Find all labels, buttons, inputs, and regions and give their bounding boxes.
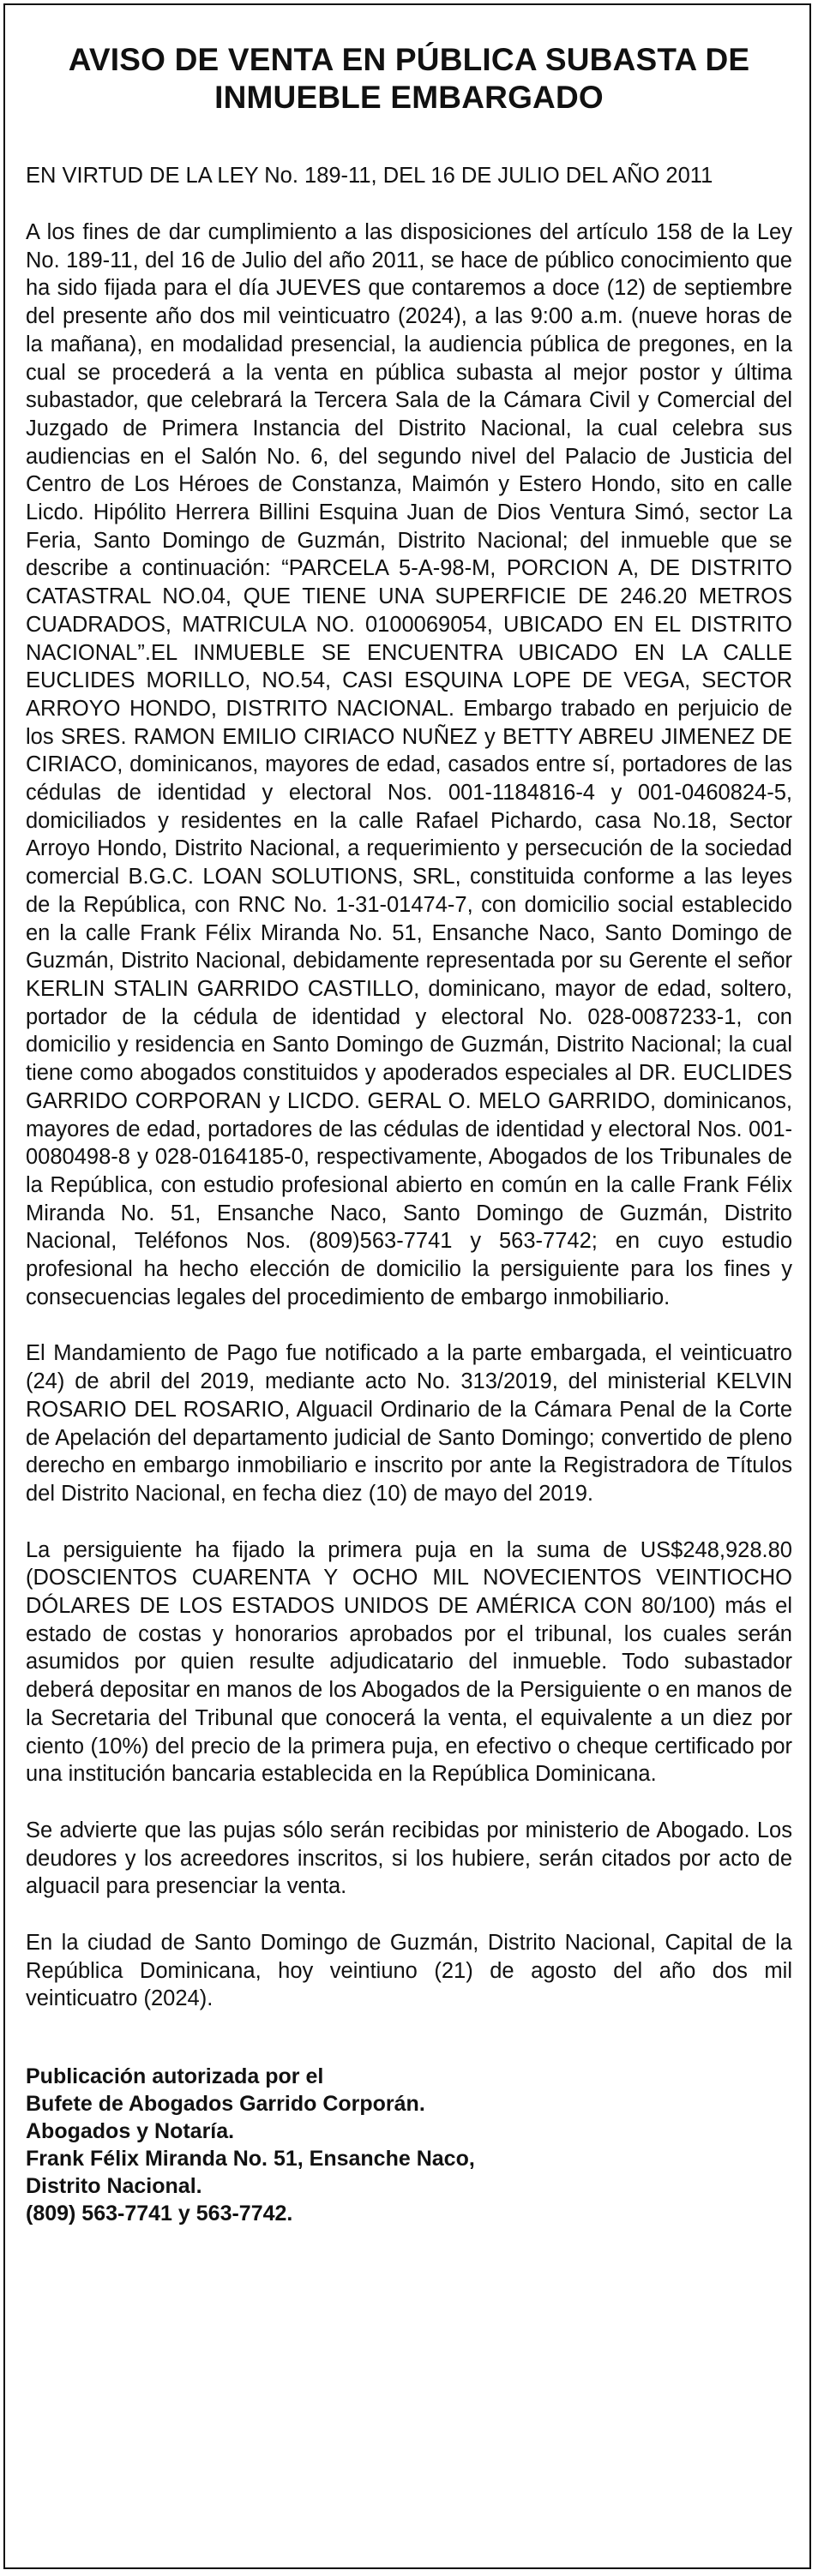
signature-line: Bufete de Abogados Garrido Corporán. [26,2092,425,2117]
signature-line: Publicación autorizada por el [26,2064,324,2089]
paragraph-first-bid: La persiguiente ha fijado la primera puja en la suma de US$248,928.80 (DOSCIENTOS CUARENTA Y OCHO MIL NOVECIENTOS VEINTIOCHO DÓLARES DE LOS ESTADOS UNIDOS DE AMÉRICA CON 80/100) más el estado de costas y honorarios aprobados por el tribunal, los cuales serán asumidos por quien resulte adjudicatario del inmueble. Todo subastador deberá depositar en manos de los Abogados de la Persiguiente o en manos de la Secretaria del Tribunal que conocerá la venta, el equivalente a un diez por ciento (10%) del precio de la primera puja, en efectivo o cheque certificado por una institución bancaria establecida en la República Dominicana. [26,1537,792,1787]
auction-notice [26,41,792,2227]
signature-line: (809) 563-7741 y 563-7742. [26,2202,293,2226]
signature-block [26,2063,792,2227]
notice-title [26,41,792,117]
signature-line: Abogados y Notaría. [26,2119,235,2144]
paragraph-bids-warning: Se advierte que las pujas sólo serán recibidas por ministerio de Abogado. Los deudores y los acreedores inscritos, si los hubiere, serán citados por acto de alguacil para presenciar la venta. [26,1818,792,1899]
paragraph-date-place: En la ciudad de Santo Domingo de Guzmán, Distrito Nacional, Capital de la República Dominicana, hoy veintiuno (21) de agosto del año dos mil veinticuatro (2024). [26,1931,792,2011]
paragraph-auction-details: A los fines de dar cumplimiento a las disposiciones del artículo 158 de la Ley No. 189-11, del 16 de Julio del año 2011, se hace de público conocimiento que ha sido fijada para el día JUEVES que contaremos a doce (12) de septiembre del presente año dos mil veinticuatro (2024), a las 9:00 a.m. (nueve horas de la mañana), en modalidad presencial, la audiencia pública de pregones, en la cual se procederá a la venta en pública subasta al mejor postor y última subastador, que celebrará la Tercera Sala de la Cámara Civil y Comercial del Juzgado de Primera Instancia del Distrito Nacional, la cual celebra sus audiencias en el Salón No. 6, del segundo nivel del Palacio de Justicia del Centro de Los Héroes de Constanza, Maimón y Estero Hondo, sito en calle Licdo. Hipólito Herrera Billini Esquina Juan de Dios Ventura Simó, sector La Feria, Santo Domingo de Guzmán, Distrito Nacional; del inmueble que se describe a continuación: “PARCELA 5-A-98-M, PORCION A, DE DISTRITO CATASTRAL NO.04, QUE TIENE UNA SUPERFICIE DE 246.20 METROS CUADRADOS, MATRICULA NO. 0100069054, UBICADO EN EL DISTRITO NACIONAL”.EL INMUEBLE SE ENCUENTRA UBICADO EN LA CALLE EUCLIDES MORILLO, NO.54, CASI ESQUINA LOPE DE VEGA, SECTOR ARROYO HONDO, DISTRITO NACIONAL. Embargo trabado en perjuicio de los SRES. RAMON EMILIO CIRIACO NUÑEZ y BETTY ABREU JIMENEZ DE CIRIACO, dominicanos, mayores de edad, casados entre sí, portadores de las cédulas de identidad y electoral Nos. 001-1184816-4 y 001-0460824-5, domiciliados y residentes en la calle Rafael Pichardo, casa No.18, Sector Arroyo Hondo, Distrito Nacional, a requerimiento y persecución de la sociedad comercial B.G.C. LOAN SOLUTIONS, SRL, constituida conforme a las leyes de la República, con RNC No. 1-31-01474-7, con domicilio social establecido en la calle Frank Félix Miranda No. 51, Ensanche Naco, Santo Domingo de Guzmán, Distrito Nacional, debidamente representada por su Gerente el señor KERLIN STALIN GARRIDO CASTILLO, dominicano, mayor de edad, soltero, portador de la cédula de identidad y electoral No. 028-0087233-1, con domicilio y residencia en Santo Domingo de Guzmán, Distrito Nacional; la cual tiene como abogados constituidos y apoderados especiales al DR. EUCLIDES GARRIDO CORPORAN y LICDO. GERAL O. MELO GARRIDO, dominicanos, mayores de edad, portadores de las cédulas de identidad y electoral Nos. 001-0080498-8 y 028-0164185-0, respectivamente, Abogados de los Tribunales de la República, con estudio profesional abierto en común en la calle Frank Félix Miranda No. 51, Ensanche Naco, Santo Domingo de Guzmán, Distrito Nacional, Teléfonos Nos. (809)563-7741 y 563-7742; en cuyo estudio profesional ha hecho elección de domicilio la persiguiente para los fines y consecuencias legales del procedimiento de embargo inmobiliario. [26,220,792,1309]
notice-title-line-2: INMUEBLE EMBARGADO [214,80,604,115]
notice-title-line-1: AVISO DE VENTA EN PÚBLICA SUBASTA DE [68,42,750,77]
law-reference: EN VIRTUD DE LA LEY No. 189-11, DEL 16 DE JULIO DEL AÑO 2011 [26,164,713,188]
signature-line: Distrito Nacional. [26,2174,202,2199]
signature-line: Frank Félix Miranda No. 51, Ensanche Naco, [26,2147,475,2172]
paragraph-payment-order: El Mandamiento de Pago fue notificado a la parte embargada, el veinticuatro (24) de abril del 2019, mediante acto No. 313/2019, del ministerial KELVIN ROSARIO DEL ROSARIO, Alguacil Ordinario de la Cámara Penal de la Corte de Apelación del departamento judicial de Santo Domingo; convertido de pleno derecho en embargo inmobiliario e inscrito por ante la Registradora de Títulos del Distrito Nacional, en fecha diez (10) de mayo del 2019. [26,1341,792,1506]
